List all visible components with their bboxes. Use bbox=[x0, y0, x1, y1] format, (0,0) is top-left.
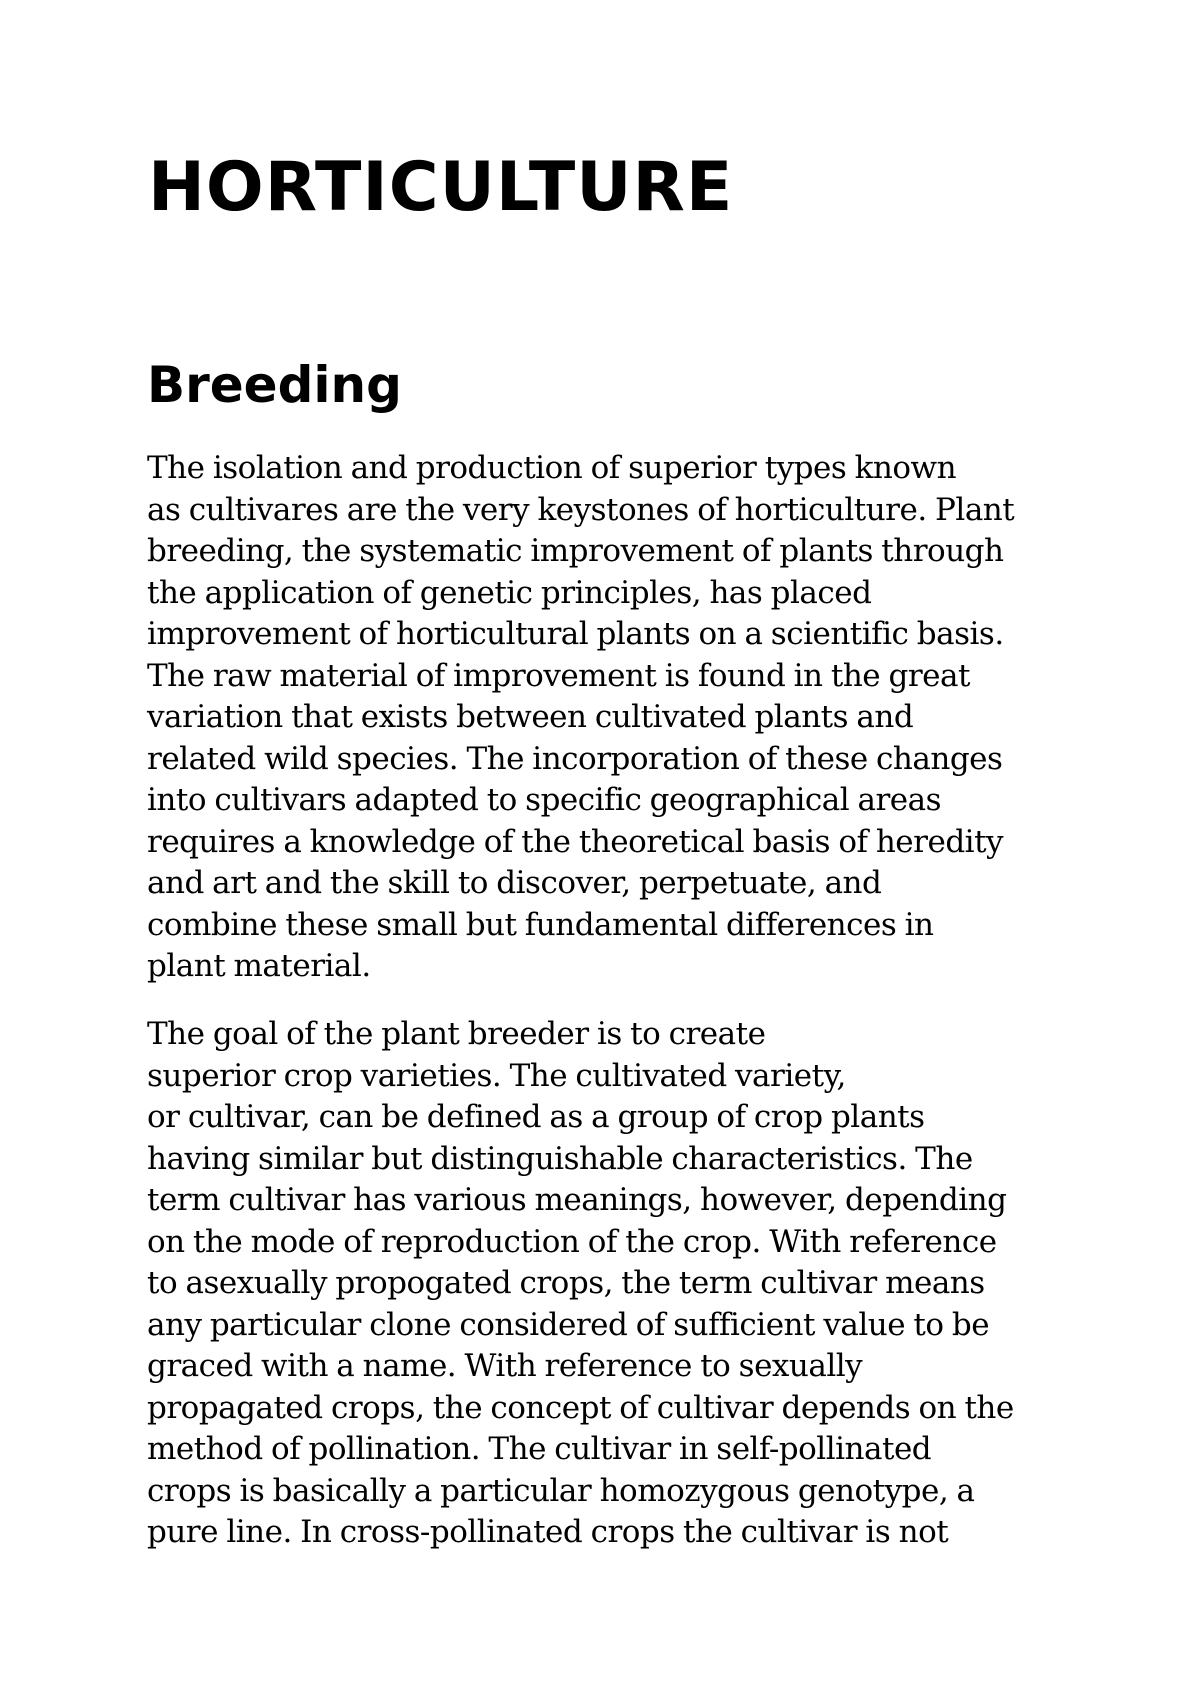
paragraph-line: plant material. bbox=[147, 948, 371, 984]
paragraph-line: requires a knowledge of the theoretical basis of heredity bbox=[147, 823, 1004, 860]
section-heading-breeding: Breeding bbox=[147, 356, 402, 414]
paragraph-line: having similar but distinguishable characteristics. The bbox=[147, 1140, 973, 1177]
paragraph-line: improvement of horticultural plants on a scientific basis. bbox=[147, 616, 1004, 652]
paragraph-line: on the mode of reproduction of the crop. With reference bbox=[147, 1223, 997, 1260]
paragraph-line: crops is basically a particular homozygous genotype, a bbox=[147, 1472, 975, 1509]
paragraph-line: The raw material of improvement is found in the great bbox=[147, 657, 970, 694]
paragraph-2 bbox=[147, 1014, 1014, 1554]
paragraph-line: combine these small but fundamental differences in bbox=[147, 906, 934, 943]
paragraph-line: to asexually propogated crops, the term cultivar means bbox=[147, 1265, 985, 1301]
paragraph-line: The isolation and production of superior types known bbox=[147, 450, 957, 486]
paragraph-line: pure line. In cross-pollinated crops the cultivar is not bbox=[147, 1514, 949, 1550]
paragraph-line: or cultivar, can be defined as a group of crop plants bbox=[147, 1099, 925, 1135]
paragraph-line: as cultivares are the very keystones of horticulture. Plant bbox=[147, 491, 1015, 528]
paragraph-line: into cultivars adapted to specific geographical areas bbox=[147, 782, 942, 818]
paragraph-line: superior crop varieties. The cultivated variety, bbox=[147, 1057, 846, 1094]
paragraph-line: method of pollination. The cultivar in self-pollinated bbox=[147, 1431, 932, 1467]
paragraph-line: The goal of the plant breeder is to create bbox=[147, 1016, 766, 1052]
paragraph-line: any particular clone considered of sufficient value to be bbox=[147, 1306, 990, 1343]
paragraph-line: the application of genetic principles, has placed bbox=[147, 574, 872, 611]
paragraph-line: related wild species. The incorporation of these changes bbox=[147, 740, 1003, 777]
paragraph-line: term cultivar has various meanings, however, depending bbox=[147, 1182, 1007, 1218]
paragraph-line: propagated crops, the concept of cultivar depends on the bbox=[147, 1389, 1014, 1426]
paragraph-line: variation that exists between cultivated plants and bbox=[147, 699, 914, 735]
paragraph-line: breeding, the systematic improvement of plants through bbox=[147, 533, 1004, 569]
document-title: HORTICULTURE bbox=[148, 148, 734, 227]
paragraph-line: graced with a name. With reference to sexually bbox=[147, 1348, 863, 1384]
paragraph-line: and art and the skill to discover, perpetuate, and bbox=[147, 865, 882, 901]
paragraph-1 bbox=[147, 448, 1014, 988]
